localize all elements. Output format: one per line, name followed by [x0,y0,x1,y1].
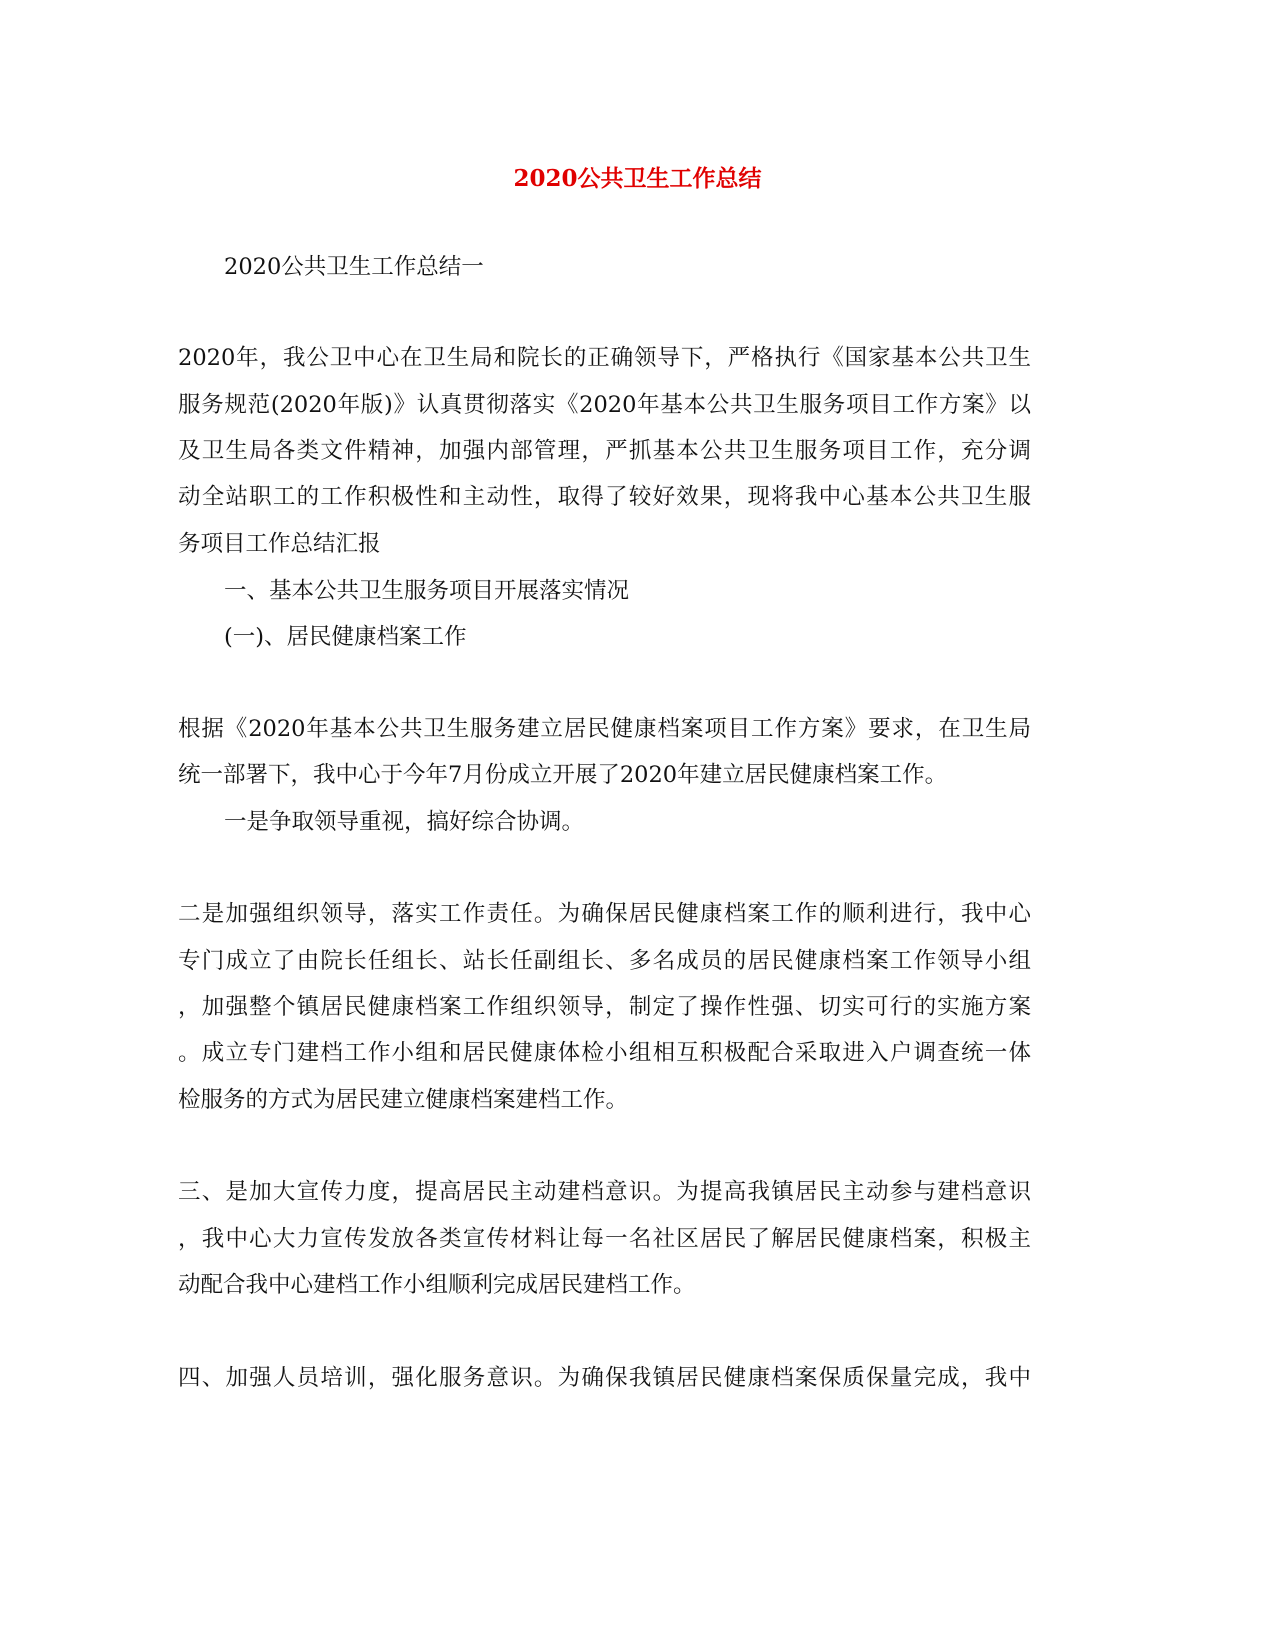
paragraph-line: 动配合我中心建档工作小组顺利完成居民建档工作。 [178,1272,696,1298]
paragraph-line: 一是争取领导重视，搞好综合协调。 [224,809,585,835]
paragraph-line: 专门成立了由院长任组长、站长任副组长、多名成员的居民健康档案工作领导小组 [178,948,1031,974]
paragraph-line: 务项目工作总结汇报 [178,531,381,557]
subsection-heading: (一)、居民健康档案工作 [224,624,467,650]
paragraph-line: 检服务的方式为居民建立健康档案建档工作。 [178,1087,629,1113]
paragraph-line: 及卫生局各类文件精神，加强内部管理，严抓基本公共卫生服务项目工作，充分调 [178,438,1031,464]
document-title: 2020公共卫生工作总结 [513,165,762,192]
paragraph-line: 根据《2020年基本公共卫生服务建立居民健康档案项目工作方案》要求，在卫生局 [178,716,1031,742]
paragraph-line: 服务规范(2020年版)》认真贯彻落实《2020年基本公共卫生服务项目工作方案》以 [178,392,1031,418]
paragraph-line: 统一部署下，我中心于今年7月份成立开展了2020年建立居民健康档案工作。 [178,762,948,788]
section-heading: 2020公共卫生工作总结一 [224,254,484,280]
paragraph-line: ，加强整个镇居民健康档案工作组织领导，制定了操作性强、切实可行的实施方案 [178,994,1031,1020]
section-heading: 一、基本公共卫生服务项目开展落实情况 [224,578,630,604]
paragraph-line: 。成立专门建档工作小组和居民健康体检小组相互积极配合采取进入户调查统一体 [178,1040,1031,1066]
paragraph-line: 2020年，我公卫中心在卫生局和院长的正确领导下，严格执行《国家基本公共卫生 [178,345,1031,371]
paragraph-line: 四、加强人员培训，强化服务意识。为确保我镇居民健康档案保质保量完成，我中 [178,1365,1031,1391]
paragraph-line: 三、是加大宣传力度，提高居民主动建档意识。为提高我镇居民主动参与建档意识 [178,1179,1031,1205]
paragraph-line: 二是加强组织领导，落实工作责任。为确保居民健康档案工作的顺利进行，我中心 [178,901,1031,927]
paragraph-line: ，我中心大力宣传发放各类宣传材料让每一名社区居民了解居民健康档案，积极主 [178,1226,1031,1252]
paragraph-line: 动全站职工的工作积极性和主动性，取得了较好效果，现将我中心基本公共卫生服 [178,484,1031,510]
